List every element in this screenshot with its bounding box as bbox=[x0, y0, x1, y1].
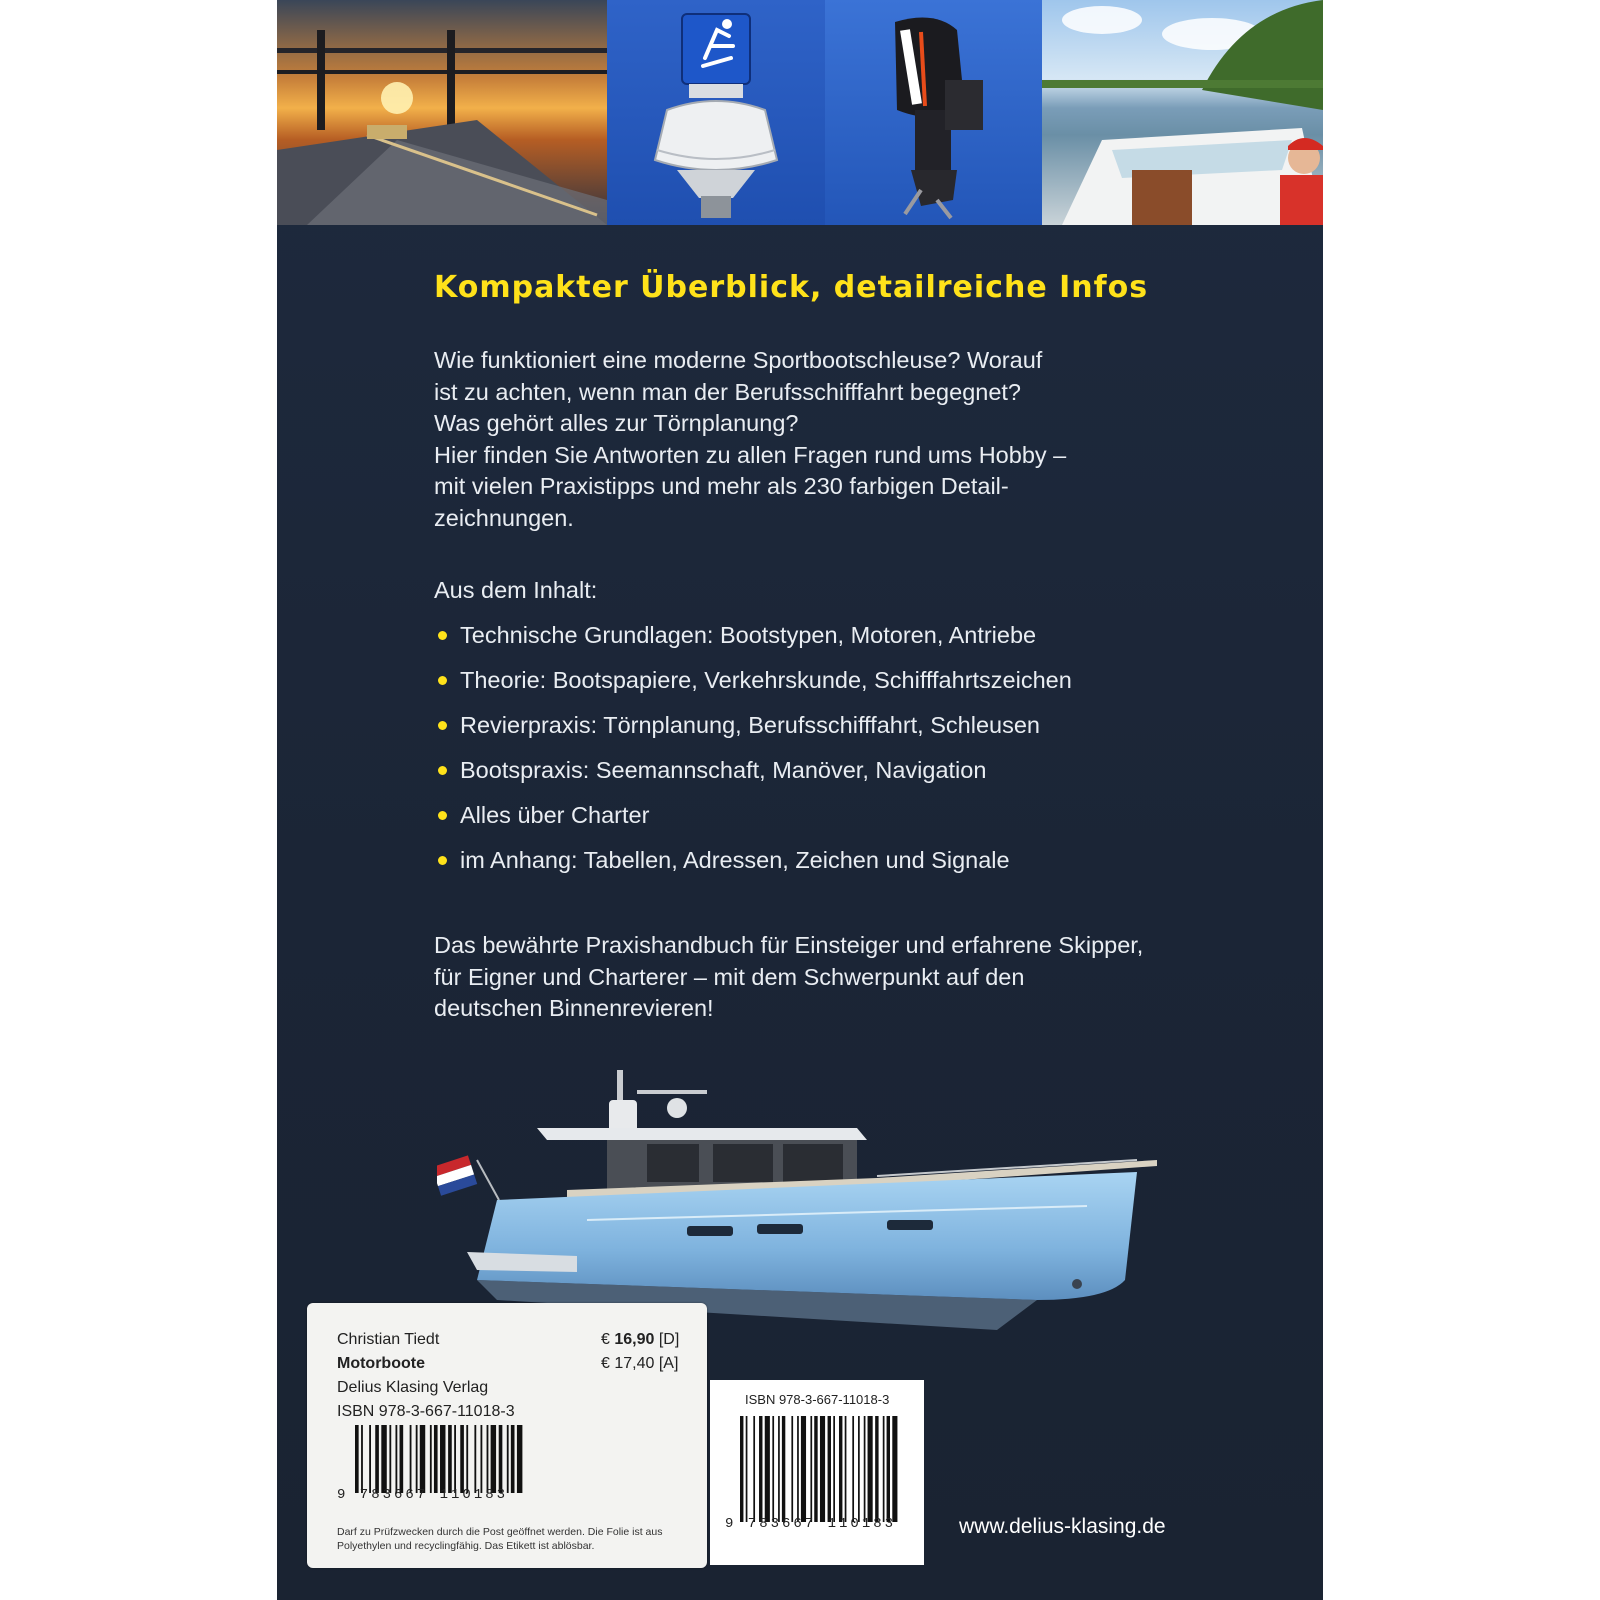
bullet-icon bbox=[438, 676, 447, 685]
barcode-bar bbox=[361, 1425, 363, 1493]
summary-line: Das bewährte Praxishandbuch für Einsteiger und erfahrene Skipper, bbox=[434, 932, 1144, 958]
barcode-bar bbox=[772, 1416, 774, 1522]
intro-paragraph bbox=[434, 345, 1134, 534]
barcode-digits: 9 783667 110183 bbox=[725, 1516, 897, 1532]
barcode-bar bbox=[852, 1416, 854, 1522]
barcode-bar bbox=[511, 1425, 515, 1493]
barcode-bar bbox=[797, 1416, 799, 1522]
barcode-bar bbox=[474, 1425, 476, 1493]
outboard-engine-image bbox=[825, 0, 1042, 225]
barcode-icon bbox=[740, 1416, 898, 1522]
price-amount: 16,90 bbox=[614, 1331, 655, 1348]
flag-icon bbox=[437, 1155, 499, 1200]
barcode-bar bbox=[375, 1425, 379, 1493]
book-title: Motorboote bbox=[337, 1355, 425, 1372]
contents-list bbox=[434, 622, 1072, 892]
sunset-deck-photo bbox=[277, 0, 607, 225]
barcode-bar bbox=[868, 1416, 873, 1522]
list-item bbox=[434, 667, 1072, 712]
sunset-deck-image bbox=[277, 0, 607, 225]
barcode-bar bbox=[355, 1425, 359, 1493]
barcode-bar bbox=[381, 1425, 386, 1493]
barcode-bar bbox=[448, 1425, 452, 1493]
publisher-name: Delius Klasing Verlag bbox=[337, 1379, 489, 1396]
hardtop bbox=[537, 1128, 867, 1140]
list-item bbox=[434, 757, 1072, 802]
barcode-bar bbox=[814, 1416, 817, 1522]
bullet-icon bbox=[438, 721, 447, 730]
barcode-bar bbox=[517, 1425, 522, 1493]
summary-line: deutschen Binnenrevieren! bbox=[434, 995, 714, 1021]
book-back-cover bbox=[277, 0, 1323, 1600]
isbn-text: ISBN 978-3-667-11018-3 bbox=[745, 1392, 890, 1407]
intro-line: Wie funktioniert eine moderne Sportbootschleuse? Worauf bbox=[434, 347, 1043, 373]
headline: Kompakter Überblick, detailreiche Infos bbox=[434, 270, 1149, 305]
intro-line: zeichnungen. bbox=[434, 504, 574, 531]
motorboat-lake-image bbox=[1042, 0, 1323, 225]
bullet-icon bbox=[438, 766, 447, 775]
barcode-bar bbox=[883, 1416, 885, 1522]
summary-line: für Eigner und Charterer – mit dem Schwerpunkt auf den bbox=[434, 963, 1025, 990]
postal-note: Darf zu Prüfzwecken durch die Post geöffnet werden. Die Folie ist aus Polyethylen und recyclingfähig. Das Etikett ist ablösbar. bbox=[337, 1526, 663, 1552]
price-austria bbox=[601, 1355, 678, 1373]
summary-paragraph bbox=[434, 930, 1234, 1025]
barcode-bar bbox=[759, 1416, 762, 1522]
barcode-bar bbox=[828, 1416, 831, 1522]
intro-line: Hier finden Sie Antworten zu allen Fragen rund ums Hobby – bbox=[434, 441, 1067, 468]
barcode-bar bbox=[416, 1425, 418, 1493]
barcode-icon bbox=[355, 1425, 523, 1493]
barcode-bar bbox=[466, 1425, 468, 1493]
price-region: [A] bbox=[658, 1355, 679, 1372]
barcode-bar bbox=[369, 1425, 371, 1493]
list-item-text: Alles über Charter bbox=[460, 802, 650, 828]
barcode-bar bbox=[887, 1416, 890, 1522]
barcode-bar bbox=[389, 1425, 391, 1493]
contents-heading: Aus dem Inhalt: bbox=[434, 577, 598, 603]
price-germany bbox=[601, 1331, 679, 1349]
publisher-website: www.delius-klasing.de bbox=[959, 1515, 1166, 1538]
currency-symbol: € bbox=[601, 1355, 610, 1372]
barcode-bar bbox=[845, 1416, 847, 1522]
barcode-bar bbox=[864, 1416, 866, 1522]
motorboat-lake-photo bbox=[1042, 0, 1323, 225]
list-item-text: Bootspraxis: Seemannschaft, Manöver, Navigation bbox=[460, 757, 987, 783]
list-item-text: Theorie: Bootspapiere, Verkehrskunde, Schifffahrtszeichen bbox=[460, 667, 1072, 693]
barcode-bar bbox=[499, 1425, 503, 1493]
barcode-bar bbox=[740, 1416, 743, 1522]
bullet-icon bbox=[438, 811, 447, 820]
intro-line: Was gehört alles zur Törnplanung? bbox=[434, 410, 799, 436]
list-item bbox=[434, 712, 1072, 757]
list-item-text: Technische Grundlagen: Bootstypen, Motoren, Antriebe bbox=[460, 622, 1037, 648]
price-sticker bbox=[307, 1303, 707, 1568]
barcode-bar bbox=[507, 1425, 509, 1493]
barcode-bar bbox=[892, 1416, 897, 1522]
barcode-digits: 9 783667 110183 bbox=[337, 1487, 509, 1503]
barcode-bar bbox=[420, 1425, 425, 1493]
barcode-bar bbox=[487, 1425, 489, 1493]
intro-line: mit vielen Praxistipps und mehr als 230 farbigen Detail- bbox=[434, 473, 1009, 499]
currency-symbol: € bbox=[601, 1331, 610, 1348]
barcode-bar bbox=[833, 1416, 835, 1522]
barcode-bar bbox=[801, 1416, 806, 1522]
buoy-photo bbox=[607, 0, 825, 225]
barcode-bar bbox=[454, 1425, 456, 1493]
barcode-bar bbox=[491, 1425, 496, 1493]
barcode-bar bbox=[746, 1416, 748, 1522]
barcode-bar bbox=[778, 1416, 780, 1522]
barcode-bar bbox=[395, 1425, 397, 1493]
list-item bbox=[434, 847, 1072, 892]
price-amount: 17,40 bbox=[614, 1355, 655, 1372]
barcode-bar bbox=[782, 1416, 785, 1522]
outboard-engine-photo bbox=[825, 0, 1042, 225]
price-region: [D] bbox=[658, 1331, 680, 1348]
barcode-bar bbox=[875, 1416, 878, 1522]
barcode-bar bbox=[434, 1425, 438, 1493]
isbn-text: ISBN 978-3-667-11018-3 bbox=[337, 1403, 515, 1420]
barcode-bar bbox=[753, 1416, 755, 1522]
barcode-bar bbox=[440, 1425, 445, 1493]
intro-line: ist zu achten, wenn man der Berufsschifffahrt begegnet? bbox=[434, 378, 1021, 405]
barcode-bar bbox=[400, 1425, 404, 1493]
barcode-bar bbox=[839, 1416, 842, 1522]
barcode-bar bbox=[430, 1425, 432, 1493]
buoy-image bbox=[607, 0, 825, 225]
list-item bbox=[434, 802, 1072, 847]
barcode-bar bbox=[410, 1425, 412, 1493]
barcode-bar bbox=[460, 1425, 464, 1493]
list-item-text: Revierpraxis: Törnplanung, Berufsschifffahrt, Schleusen bbox=[460, 712, 1040, 738]
barcode-bar bbox=[480, 1425, 482, 1493]
barcode-bar bbox=[791, 1416, 793, 1522]
barcode-bar bbox=[820, 1416, 825, 1522]
bullet-icon bbox=[438, 631, 447, 640]
list-item-text: im Anhang: Tabellen, Adressen, Zeichen und Signale bbox=[460, 847, 1010, 873]
barcode-bar bbox=[858, 1416, 860, 1522]
list-item bbox=[434, 622, 1072, 667]
author-name: Christian Tiedt bbox=[337, 1331, 440, 1348]
barcode-bar bbox=[810, 1416, 812, 1522]
barcode-bar bbox=[765, 1416, 770, 1522]
bullet-icon bbox=[438, 856, 447, 865]
isbn-barcode-box bbox=[710, 1380, 924, 1565]
